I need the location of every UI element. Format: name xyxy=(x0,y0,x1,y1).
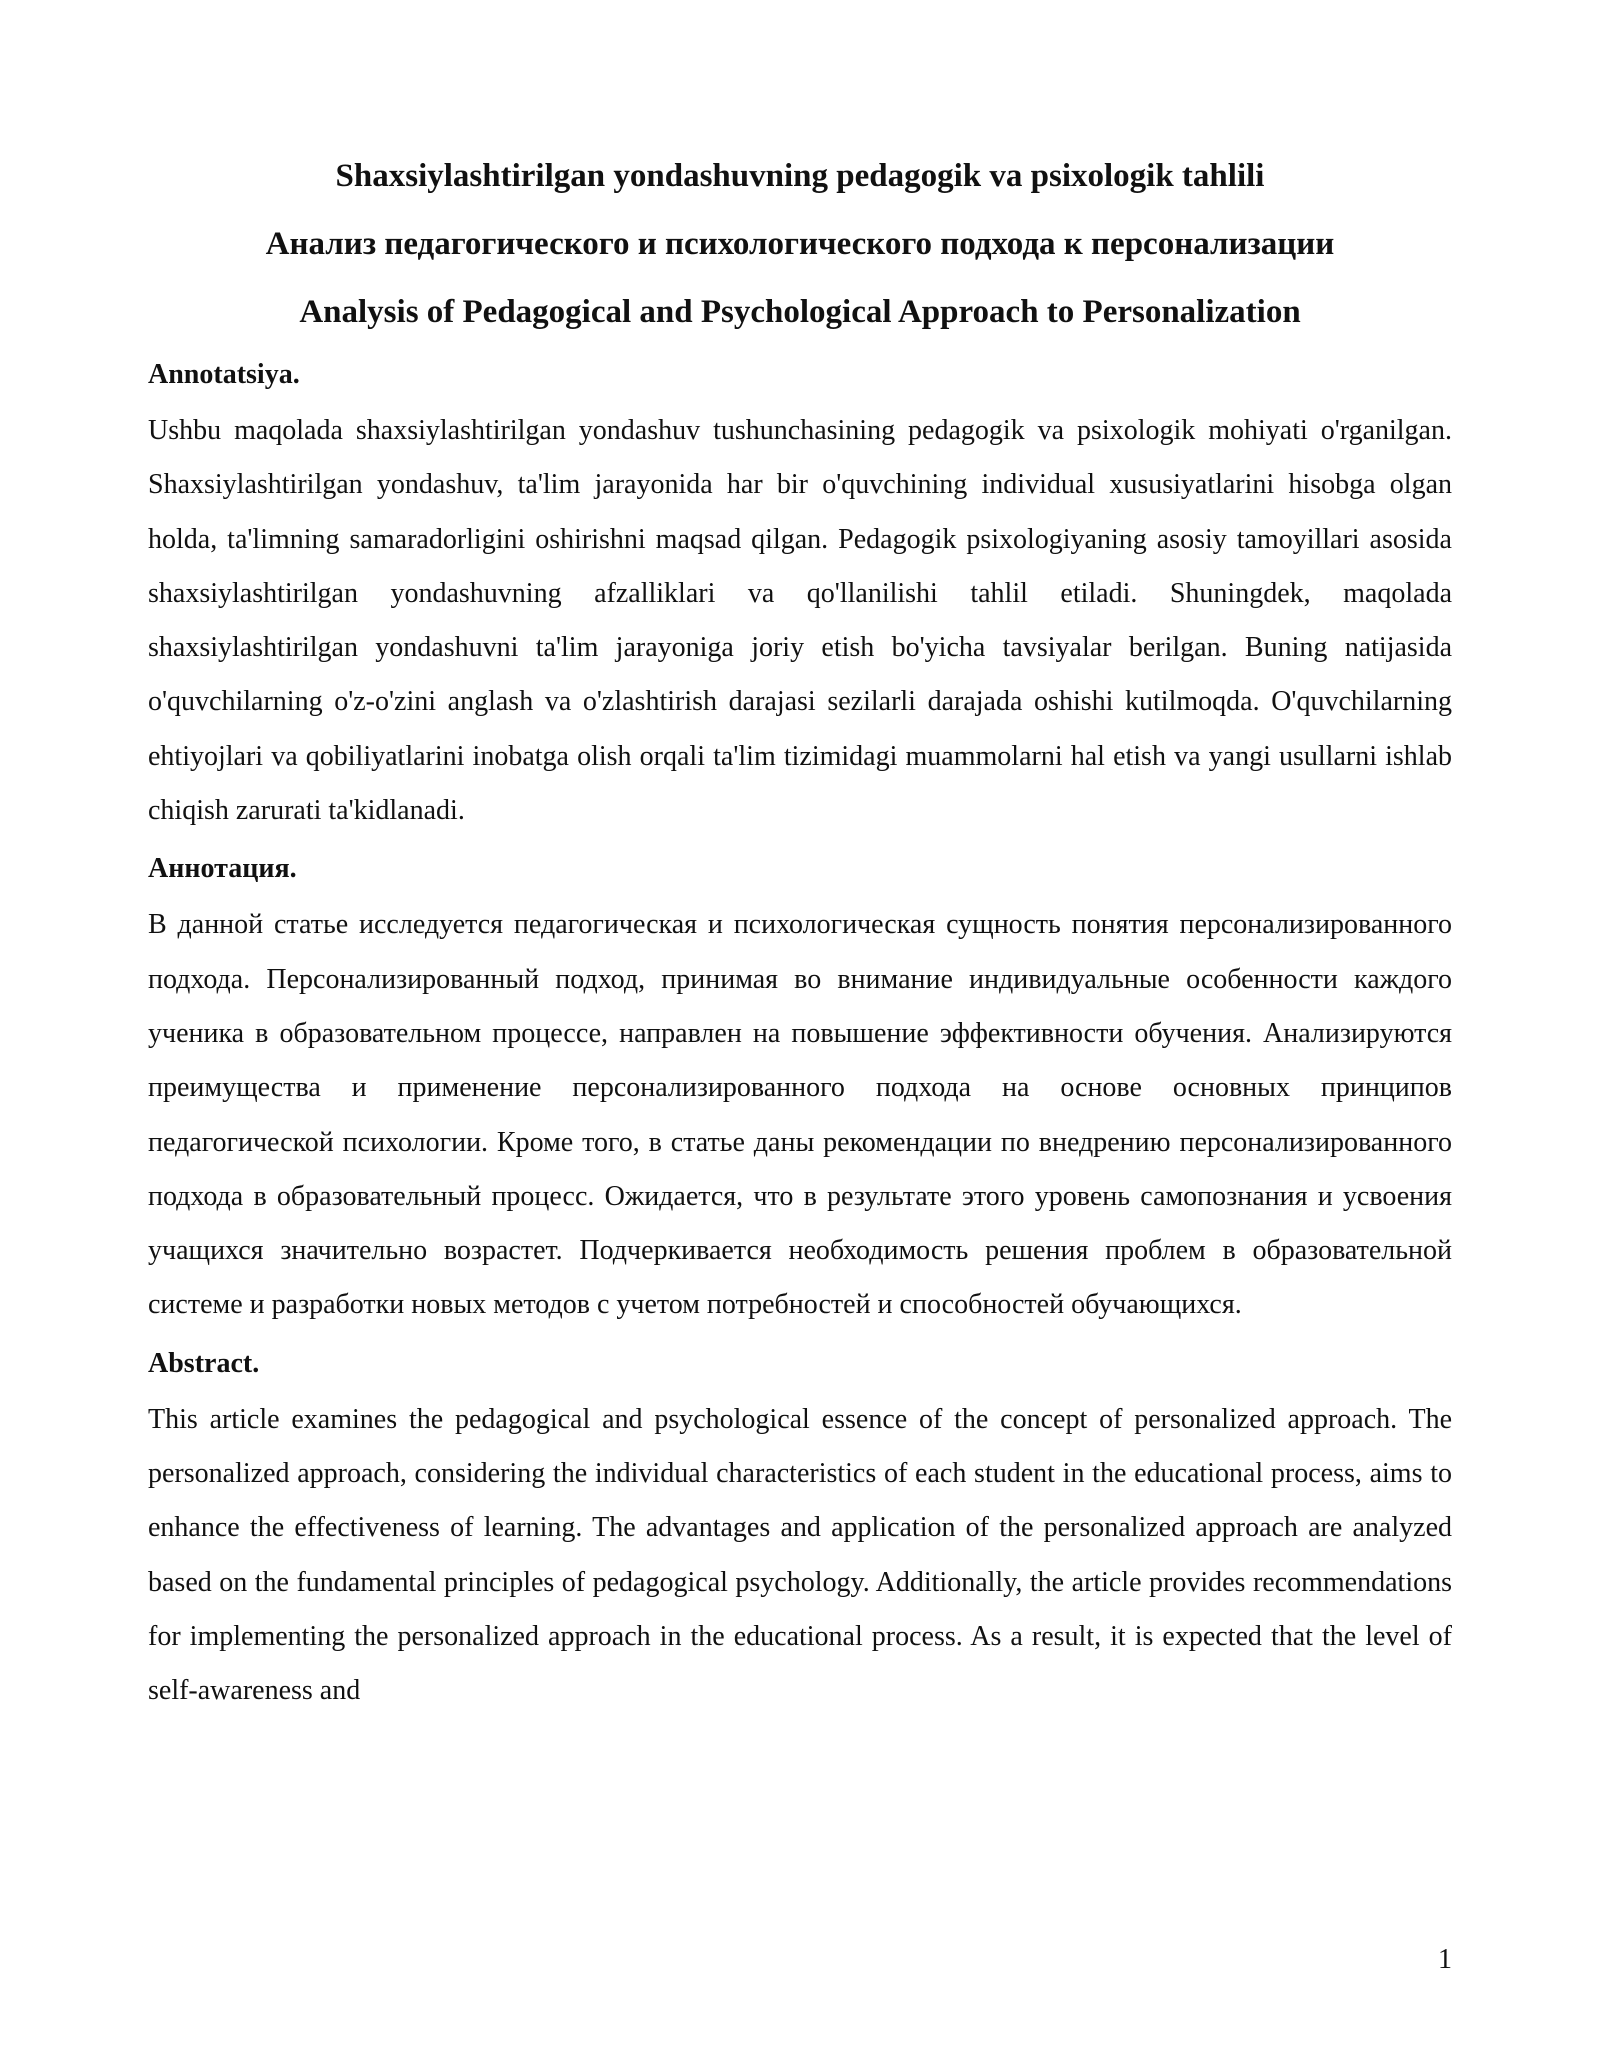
abstract-text-english: This article examines the pedagogical and psychological essence of the concept of personalized approach. The personalized approach, considering the individual characteristics of each student in the educational process, aims to enhance the effectiveness of learning. The advantages and application of the personalized approach are analyzed based on the fundamental principles of pedagogical psychology. Additionally, the article provides recommendations for implementing the personalized approach in the educational process. As a result, it is expected that the level of self-awareness and xyxy=(148,1403,1452,1707)
section-heading-russian: Аннотация. xyxy=(148,853,297,885)
annotation-text-uzbek: Ushbu maqolada shaxsiylashtirilgan yondashuv tushunchasining pedagogik va psixologik mohiyati o'rganilgan. Shaxsiylashtirilgan yondashuv, ta'lim jarayonida har bir o'quvchining individual xususiyatlarini hisobga olgan holda, ta'limning samaradorligini oshirishni maqsad qilgan. Pedagogik psixologiyaning asosiy tamoyillari asosida shaxsiylashtirilgan yondashuvning afzalliklari va qo'llanilishi tahlil etiladi. Shuningdek, maqolada shaxsiylashtirilgan yondashuvni ta'lim jarayoniga joriy etish bo'yicha tavsiyalar berilgan. Buning natijasida o'quvchilarning o'z-o'zini anglash va o'zlashtirish darajasi sezilarli darajada oshishi kutilmoqda. O'quvchilarning ehtiyojlari va qobiliyatlarini inobatga olish orqali ta'lim tizimidagi muammolarni hal etish va yangi usullarni ishlab chiqish zarurati ta'kidlanadi. xyxy=(148,415,1452,827)
annotation-text-russian: В данной статье исследуется педагогическая и психологическая сущность понятия персонализированного подхода. Персонализированный подход, принимая во внимание индивидуальные особенности каждого ученика в образовательном процессе, направлен на повышение эффективности обучения. Анализируются преимущества и применение персонализированного подхода на основе основных принципов педагогической психологии. Кроме того, в статье даны рекомендации по внедрению персонализированного подхода в образовательный процесс. Ожидается, что в результате этого уровень самопознания и усвоения учащихся значительно возрастет. Подчеркивается необходимость решения проблем в образовательной системе и разработки новых методов с учетом потребностей и способностей обучающихся. xyxy=(148,909,1452,1321)
section-abstract xyxy=(148,1337,1452,1719)
title-uzbek: Shaxsiylashtirilgan yondashuvning pedagogik va psixologik tahlili xyxy=(335,158,1265,194)
section-heading-english: Abstract. xyxy=(148,1347,260,1379)
section-heading-uzbek: Annotatsiya. xyxy=(148,359,300,390)
section-annotatsiya xyxy=(148,348,1452,838)
section-annotatsiya-russian xyxy=(148,842,1452,1332)
article-body xyxy=(148,348,1452,1723)
title-russian: Анализ педагогического и психологического подхода к персонализации xyxy=(265,226,1335,262)
title-english: Analysis of Pedagogical and Psychological Approach to Personalization xyxy=(299,294,1301,330)
page-number: 1 xyxy=(1438,1944,1452,1975)
title-block xyxy=(148,142,1452,346)
